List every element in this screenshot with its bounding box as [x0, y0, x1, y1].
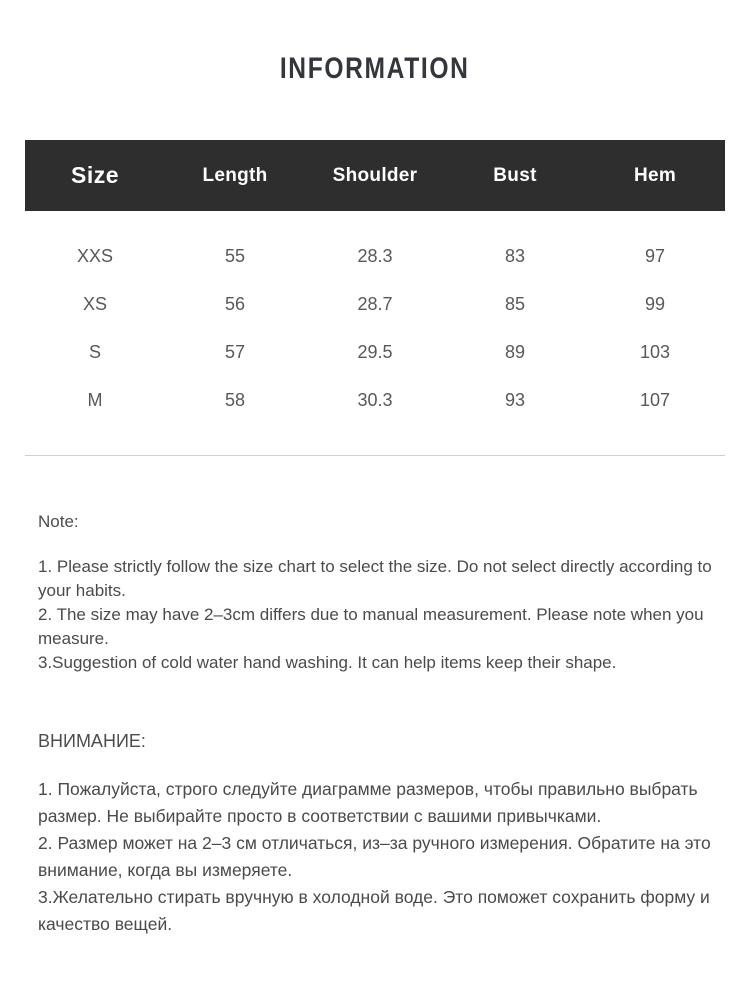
note-heading-en: Note:: [38, 512, 79, 531]
cell-size: M: [87, 389, 103, 410]
note-item-en: 3.Suggestion of cold water hand washing. It can help items keep their shape.: [38, 653, 617, 672]
size-table-header-row: [25, 140, 725, 211]
cell-bust: 85: [504, 293, 526, 314]
note-item-ru: 1. Пожалуйста, строго следуйте диаграмме размеров, чтобы правильно выбрать размер. Не выбирайте просто в соответствии с вашими привычками.: [38, 779, 698, 826]
cell-length: 58: [224, 389, 246, 410]
column-header-length: Length: [202, 164, 268, 186]
note-item-en: 1. Please strictly follow the size chart to select the size. Do not select directly according to your habits.: [38, 557, 712, 600]
cell-bust: 93: [504, 389, 526, 410]
cell-hem: 103: [639, 341, 671, 362]
cell-size: S: [88, 341, 101, 362]
note-item-en: 2. The size may have 2–3cm differs due to manual measurement. Please note when you measure.: [38, 605, 704, 648]
cell-length: 56: [224, 293, 246, 314]
cell-hem: 97: [644, 245, 666, 266]
cell-bust: 89: [504, 341, 526, 362]
cell-shoulder: 28.3: [357, 245, 393, 266]
size-table: [25, 140, 725, 424]
note-item-ru: 2. Размер может на 2–3 см отличаться, из–за ручного измерения. Обратите на это внимание, когда вы измеряете.: [38, 833, 711, 880]
cell-shoulder: 28.7: [357, 293, 393, 314]
cell-hem: 99: [644, 293, 666, 314]
table-row: [25, 232, 725, 280]
cell-shoulder: 30.3: [357, 389, 393, 410]
notes-section: [0, 512, 750, 938]
cell-size: XXS: [76, 245, 114, 266]
note-list-en: [38, 555, 712, 675]
section-divider: [25, 455, 725, 456]
table-row: [25, 328, 725, 376]
note-list-ru: [38, 776, 712, 938]
cell-size: XS: [82, 293, 107, 314]
table-row: [25, 376, 725, 424]
column-header-shoulder: Shoulder: [332, 164, 418, 186]
note-item-ru: 3.Желательно стирать вручную в холодной воде. Это поможет сохранить форму и качество вещей.: [38, 887, 710, 934]
column-header-size: Size: [70, 162, 120, 188]
cell-length: 55: [224, 245, 246, 266]
note-heading-ru: ВНИМАНИЕ:: [38, 731, 146, 751]
table-row: [25, 280, 725, 328]
column-header-bust: Bust: [493, 164, 537, 186]
size-table-body: [25, 211, 725, 424]
column-header-hem: Hem: [633, 164, 677, 186]
cell-bust: 83: [504, 245, 526, 266]
cell-shoulder: 29.5: [357, 341, 393, 362]
cell-length: 57: [224, 341, 246, 362]
page-title-text: INFORMATION: [280, 52, 470, 85]
page-title: [0, 0, 750, 86]
cell-hem: 107: [639, 389, 671, 410]
